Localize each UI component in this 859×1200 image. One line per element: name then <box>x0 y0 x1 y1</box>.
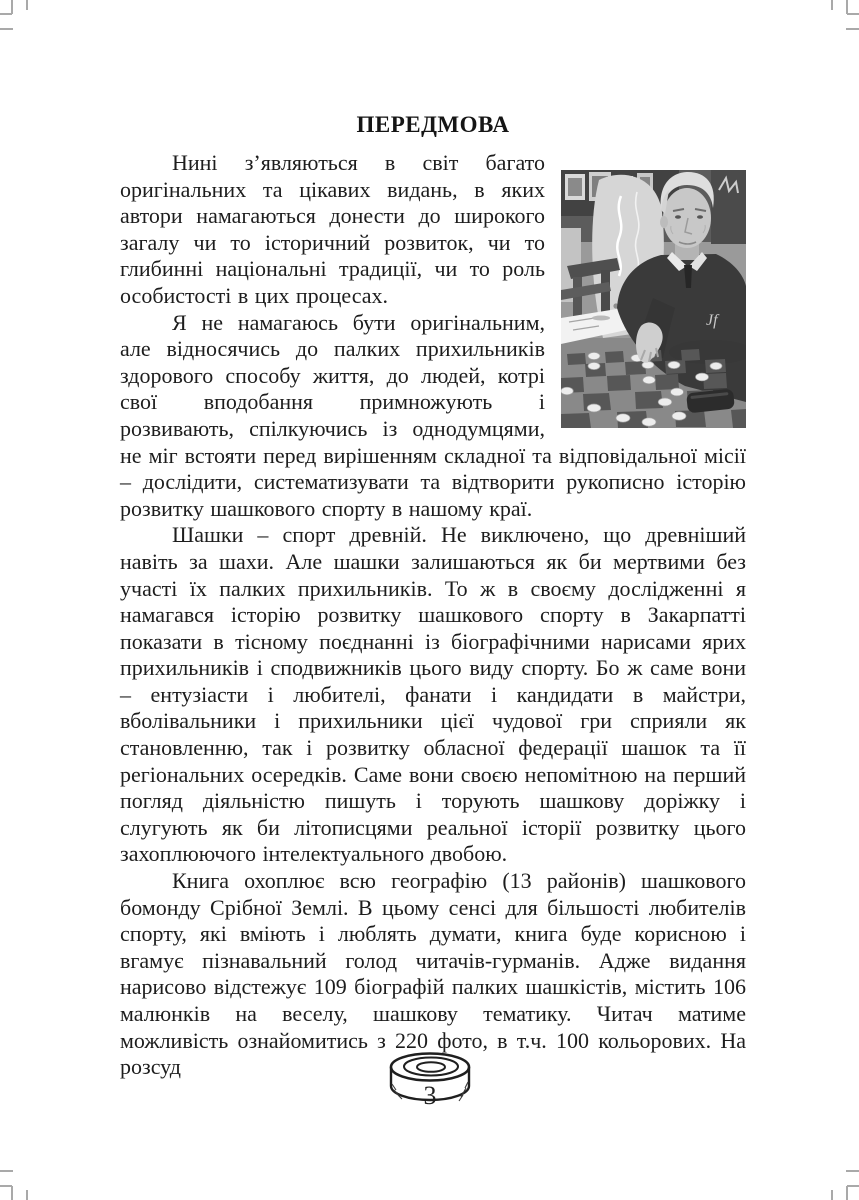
paragraph-book-overview: Книга охоплює всю географію (13 районів) шашкового бомонду Срібної Землі. В цьому сенсі для більшості любителів спорту, які вміють і люблять думати, книга буде корисною і вгамує пізнавальний голод читачів-гурманів. Адже видання нарисово відстежує 109 біографій палких шашкістів, містить 106 малюнків на веселу, шашкову тематику. Читач матиме можливість ознайомитись з 220 фото, в т.ч. 100 кольорових. На розсуд <box>120 868 746 1080</box>
checkers-player-photo-illustration <box>561 170 746 428</box>
sweater-monogram: Jf <box>706 312 718 329</box>
paragraph-intro: Нині з’являються в світ багато оригінальних та цікавих видань, в яких автори намагаються донести до широкого загалу чи то історичний розвиток, чи то глибинні національні традиції, чи то роль особистості в цих процесах. <box>120 150 545 308</box>
page-number: 3 <box>423 1081 436 1110</box>
page-content <box>120 110 746 1081</box>
checker-piece-drawing <box>380 1050 480 1118</box>
photo-checkers-player <box>561 170 746 428</box>
page-title: ПЕРЕДМОВА <box>356 112 510 137</box>
paragraph-history: Шашки – спорт древній. Не виключено, що древніший навіть за шахи. Але шашки залишаються як би мертвими без участі їх палких прихильників. То ж в своєму дослідженні я намагався історію розвитку шашкового спорту в Закарпатті показати в тісному поєднанні із біографічними нарисами ярих прихильників і сподвижників цього виду спорту. Бо ж саме вони – ентузіасти і любителі, фанати і кандидати в майстри, вболівальники і прихильники цієї чудової гри сприяли як становленню, так і розвитку обласної федерації шашок та її регіональних осередків. Саме вони своєю непомітною на перший погляд діяльністю пишуть і торують шашкову доріжку і слугують як би літописцями реальної історії розвитку цього захоплюючого інтелектуального двобою. <box>120 522 746 867</box>
paragraph-mission: Я не намагаюсь бути оригінальним, але відносячись до палких прихильників здорового способу життя, до людей, котрі свої вподобання примножують і розвивають, спілкуючись із однодумцями, не міг встояти перед вирішенням складної та відповідальної місії – дослідити, систематизувати та відтворити рукописно історію розвитку шашкового спорту в нашому краї. <box>120 309 746 521</box>
page-number-checker-piece <box>380 1050 480 1118</box>
